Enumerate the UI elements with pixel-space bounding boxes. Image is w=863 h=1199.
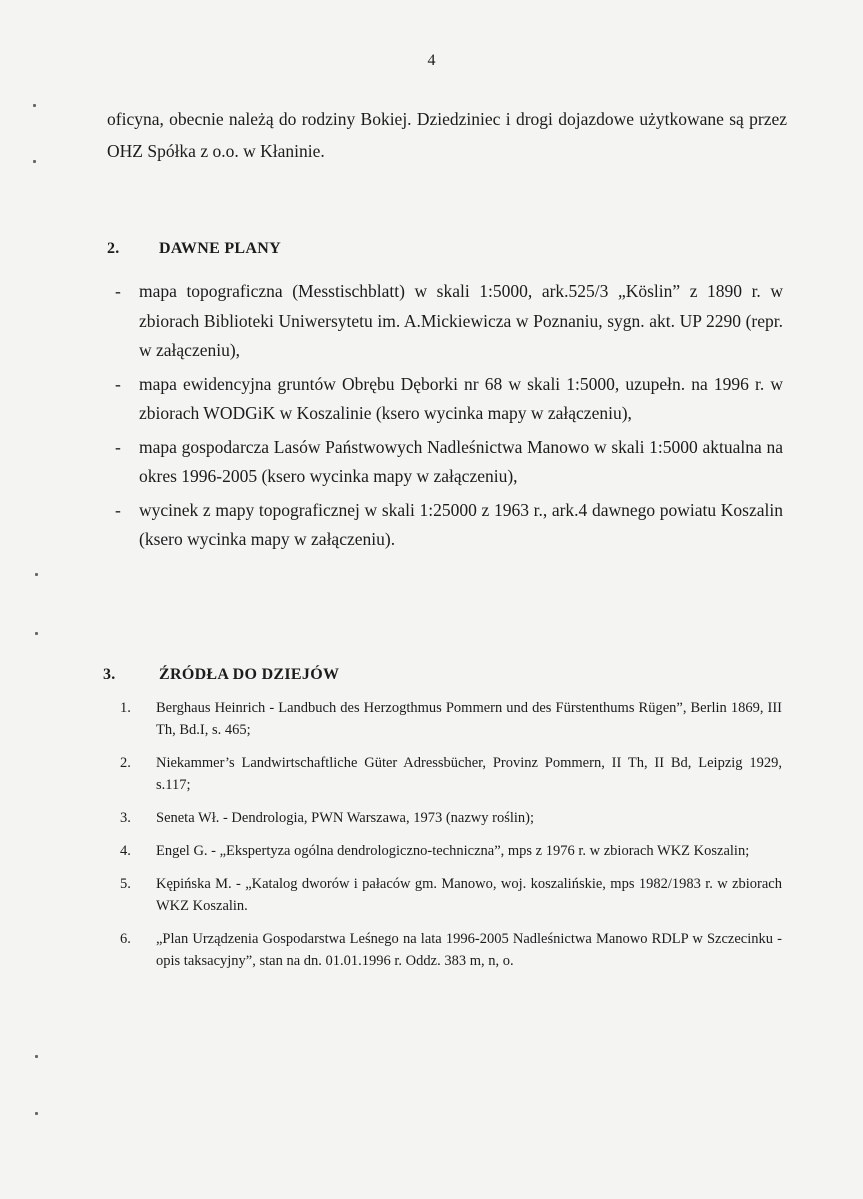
source-number: 1. — [120, 700, 131, 716]
plan-item-text: mapa topograficzna (Messtischblatt) w skali 1:5000, ark.525/3 „Köslin” z 1890 r. w zbiorach Biblioteki Uniwersytetu im. A.Mickiewicza w Poznaniu, sygn. akt. UP 2290 (repr. w załączeniu), — [139, 281, 783, 360]
scan-speck — [35, 1055, 38, 1058]
source-text: „Plan Urządzenia Gospodarstwa Leśnego na lata 1996-2005 Nadleśnictwa Manowo RDLP w Szczecinku - opis taksacyjny”, stan na dn. 01.01.1996 r. Oddz. 383 m, n, o. — [156, 931, 782, 969]
intro-paragraph: oficyna, obecnie należą do rodziny Bokiej. Dziedziniec i drogi dojazdowe użytkowane są przez OHZ Spółka z o.o. w Kłaninie. — [107, 109, 787, 161]
source-number: 6. — [120, 931, 131, 947]
source-number: 4. — [120, 843, 131, 859]
source-text: Kępińska M. - „Katalog dworów i pałaców gm. Manowo, woj. koszalińskie, mps 1982/1983 r. w zbiorach WKZ Koszalin. — [156, 876, 782, 914]
source-number: 3. — [120, 810, 131, 826]
bullet-dash: - — [115, 499, 121, 520]
section-3-title: ŹRÓDŁA DO DZIEJÓW — [159, 666, 340, 683]
sources-list — [120, 697, 782, 983]
scan-speck — [35, 573, 38, 576]
plan-item-text: mapa ewidencyjna gruntów Obrębu Dęborki nr 68 w skali 1:5000, uzupełn. na 1996 r. w zbiorach WODGiK w Koszalinie (ksero wycinka mapy w załączeniu), — [139, 373, 783, 423]
page-number: 4 — [427, 52, 436, 69]
list-item — [115, 277, 783, 366]
source-number: 2. — [120, 755, 131, 771]
plan-item-text: wycinek z mapy topograficznej w skali 1:25000 z 1963 r., ark.4 dawnego powiatu Koszalin (ksero wycinka mapy w załączeniu). — [139, 499, 783, 549]
source-number: 5. — [120, 876, 131, 892]
list-item — [120, 873, 782, 917]
source-text: Niekammer’s Landwirtschaftliche Güter Adressbücher, Provinz Pommern, II Th, II Bd, Leipzig 1929, s.117; — [156, 755, 782, 793]
list-item — [120, 697, 782, 741]
list-item — [115, 433, 783, 492]
scan-speck — [35, 632, 38, 635]
old-plans-list — [115, 277, 783, 559]
list-item — [120, 752, 782, 796]
section-3-number: 3. — [103, 666, 116, 683]
list-item — [120, 840, 782, 862]
section-2-title: DAWNE PLANY — [159, 240, 281, 257]
scan-speck — [33, 160, 36, 163]
scan-speck — [33, 104, 36, 107]
bullet-dash: - — [115, 281, 121, 301]
section-2-number: 2. — [107, 240, 120, 257]
list-item — [115, 370, 783, 429]
source-text: Berghaus Heinrich - Landbuch des Herzogthmus Pommern und des Fürstenthums Rügen”, Berlin 1869, III Th, Bd.I, s. 465; — [156, 700, 782, 738]
source-text: Seneta Wł. - Dendrologia, PWN Warszawa, 1973 (nazwy roślin); — [156, 810, 535, 826]
bullet-dash: - — [115, 373, 121, 394]
list-item — [115, 496, 783, 555]
list-item — [120, 928, 782, 972]
plan-item-text: mapa gospodarcza Lasów Państwowych Nadleśnictwa Manowo w skali 1:5000 aktualna na okres 1996-2005 (ksero wycinka mapy w załączeniu), — [139, 436, 783, 486]
bullet-dash: - — [115, 436, 121, 457]
scan-speck — [35, 1112, 38, 1115]
source-text: Engel G. - „Ekspertyza ogólna dendrologiczno-techniczna”, mps z 1976 r. w zbiorach WKZ Koszalin; — [156, 843, 750, 859]
list-item — [120, 807, 782, 829]
